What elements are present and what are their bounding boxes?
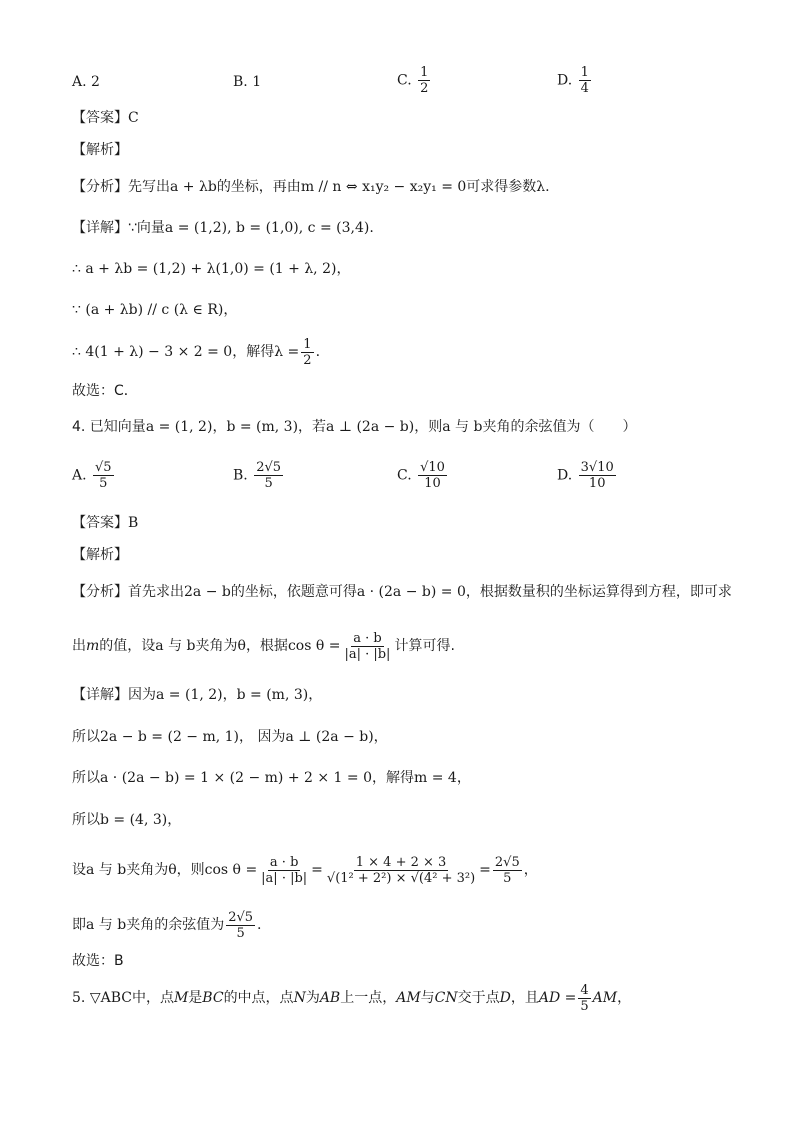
q4-line-2: 所以2a − b = (2 − m, 1)， 因为a ⊥ (2a − b)， xyxy=(72,729,388,745)
math-expr: b = (m, 3) xyxy=(236,687,309,703)
option-label: C. xyxy=(397,72,412,89)
option-fraction: $\frac{3√10}{10}$ xyxy=(580,460,614,491)
q4-option-c: C. $\frac{√10}{10}$ xyxy=(397,460,445,491)
math-expr: a = (1,2), b = (1,0), c = (3,4) xyxy=(164,220,370,236)
q4-line-6: 即a 与 b夹角的余弦值为 $\frac{2√5}{5}$ . xyxy=(72,909,262,941)
q3-option-d xyxy=(557,65,593,96)
q5-stem: 5. ▽ABC中，点M是BC的中点，点N为AB上一点，AM与CN交于点D，且AD = $\frac{4}{5}$ AM， xyxy=(72,982,632,1014)
option-label: B. xyxy=(233,74,248,90)
math-expr: ∵ (a + λb) // c (λ ∈ R) xyxy=(72,302,224,318)
fraction: $\frac{a \cdot b}{|a| \cdot |b|}$ xyxy=(261,854,308,886)
q4-line-4: 所以b = (4, 3)， xyxy=(72,812,182,828)
option-value: 2 xyxy=(91,74,100,90)
math-expr: a · (2a − b) = 1 × (2 − m) + 2 × 1 = 0 xyxy=(100,770,372,786)
option-label: D. xyxy=(557,72,573,89)
q4-fenxi-1: 【分析】首先求出2a − b的坐标，依题意可得a · (2a − b) = 0，根据数量积的坐标运算得到方程，即可求 xyxy=(72,584,732,600)
fraction: $\frac{a \cdot b}{|a| \cdot |b|}$ xyxy=(344,630,391,662)
fraction: $\frac{2√5}{5}$ xyxy=(228,909,254,941)
q3-fenxi: 【分析】先写出a + λb的坐标，再由m // n ⇔ x₁y₂ − x₂y₁ = 0可求得参数λ. xyxy=(72,179,550,195)
option-fraction: $\frac{1}{4}$ xyxy=(580,65,589,96)
math-expr: a = (1, 2) xyxy=(145,419,213,435)
math-expr: a = (1, 2) xyxy=(156,687,223,703)
option-fraction: $\frac{√5}{5}$ xyxy=(95,460,112,491)
q4-detail: 【详解】因为a = (1, 2)，b = (m, 3)， xyxy=(72,687,323,703)
q3-analysis-tag: 【解析】 xyxy=(72,142,128,158)
fraction: $\frac{1}{2}$ xyxy=(303,336,312,368)
answer-tag: 【答案】 xyxy=(72,110,128,126)
q4-line-3: 所以a · (2a − b) = 1 × (2 − m) + 2 × 1 = 0，解得m = 4， xyxy=(72,770,471,786)
option-fraction: $\frac{2√5}{5}$ xyxy=(256,460,282,491)
q4-stem: 4. 已知向量a = (1, 2)，b = (m, 3)，若a ⊥ (2a − b)，则a 与 b夹角的余弦值为（ ） xyxy=(72,419,637,435)
math-expr: b = (4, 3) xyxy=(100,812,168,828)
math-expr: b = (m, 3) xyxy=(226,419,299,435)
math-expr: a ⊥ (2a − b) xyxy=(326,419,415,435)
math-expr: a ⊥ (2a − b) xyxy=(285,729,374,745)
q3-sum-line: ∴ a + λb = (1,2) + λ(1,0) = (1 + λ, 2)， xyxy=(72,261,351,277)
q4-option-a: A. $\frac{√5}{5}$ xyxy=(72,460,112,491)
math-expr: a · (2a − b) = 0 xyxy=(356,584,466,600)
answer-value: C xyxy=(128,110,139,126)
q3-choice: 故选：C． xyxy=(72,383,138,399)
q4-option-b: B. $\frac{2√5}{5}$ xyxy=(233,460,282,491)
option-label: A. xyxy=(72,74,87,90)
q4-analysis-tag: 【解析】 xyxy=(72,547,128,563)
q3-option-a xyxy=(72,72,100,92)
q4-answer xyxy=(72,513,138,533)
option-fraction: $\frac{1}{2}$ xyxy=(420,65,429,96)
math-expr: 2a − b xyxy=(184,584,231,600)
fraction: $\frac{1 \times 4 + 2 \times 3}{\text{√(1² + 2²) × √(4² + 3²)}}$ xyxy=(326,854,476,886)
q4-fenxi-2: 出m的值，设a 与 b夹角为θ，根据cos θ = $\frac{a \cdot b}{|a| \cdot |b|}$ 计算可得. xyxy=(72,630,455,662)
q4-option-d: D. $\frac{3√10}{10}$ xyxy=(557,460,614,491)
fraction: $\frac{2√5}{5}$ xyxy=(494,854,520,886)
q3-option-c xyxy=(397,65,432,96)
math-expr: 2a − b = (2 − m, 1) xyxy=(100,729,240,745)
q3-parallel-line: ∵ (a + λb) // c (λ ∈ R)， xyxy=(72,302,238,318)
q3-answer xyxy=(72,108,139,128)
q4-line-5: 设a 与 b夹角为θ，则cos θ = $\frac{a \cdot b}{|a| \cdot |b|}$ = $\frac{1 \times 4 + 2 \times 3}{\text{√(1² + 2²) × √(4² + 3²)}}$ = $\frac{2√5}{5}$ ， xyxy=(72,854,538,886)
math-expr: a + λb xyxy=(170,179,217,195)
q4-choice: 故选：B xyxy=(72,953,124,969)
q3-option-b xyxy=(233,72,261,92)
math-expr: ∴ 4(1 + λ) − 3 × 2 = 0 xyxy=(72,344,233,360)
math-expr: m = 4 xyxy=(414,770,457,786)
math-expr: ∴ a + λb = (1,2) + λ(1,0) = (1 + λ, 2) xyxy=(72,261,337,277)
math-expr: m // n ⇔ x₁y₂ − x₂y₁ = 0 xyxy=(300,179,467,195)
q3-detail: 【详解】∵向量a = (1,2), b = (1,0), c = (3,4). xyxy=(72,220,374,236)
q3-solve-line: ∴ 4(1 + λ) − 3 × 2 = 0，解得λ = $\frac{1}{2}$ . xyxy=(72,336,321,368)
answer-value: B xyxy=(128,515,139,531)
option-value: 1 xyxy=(252,74,262,90)
option-fraction: $\frac{√10}{10}$ xyxy=(420,460,445,491)
fraction: $\frac{4}{5}$ xyxy=(580,982,589,1014)
answer-tag: 【答案】 xyxy=(72,515,128,531)
